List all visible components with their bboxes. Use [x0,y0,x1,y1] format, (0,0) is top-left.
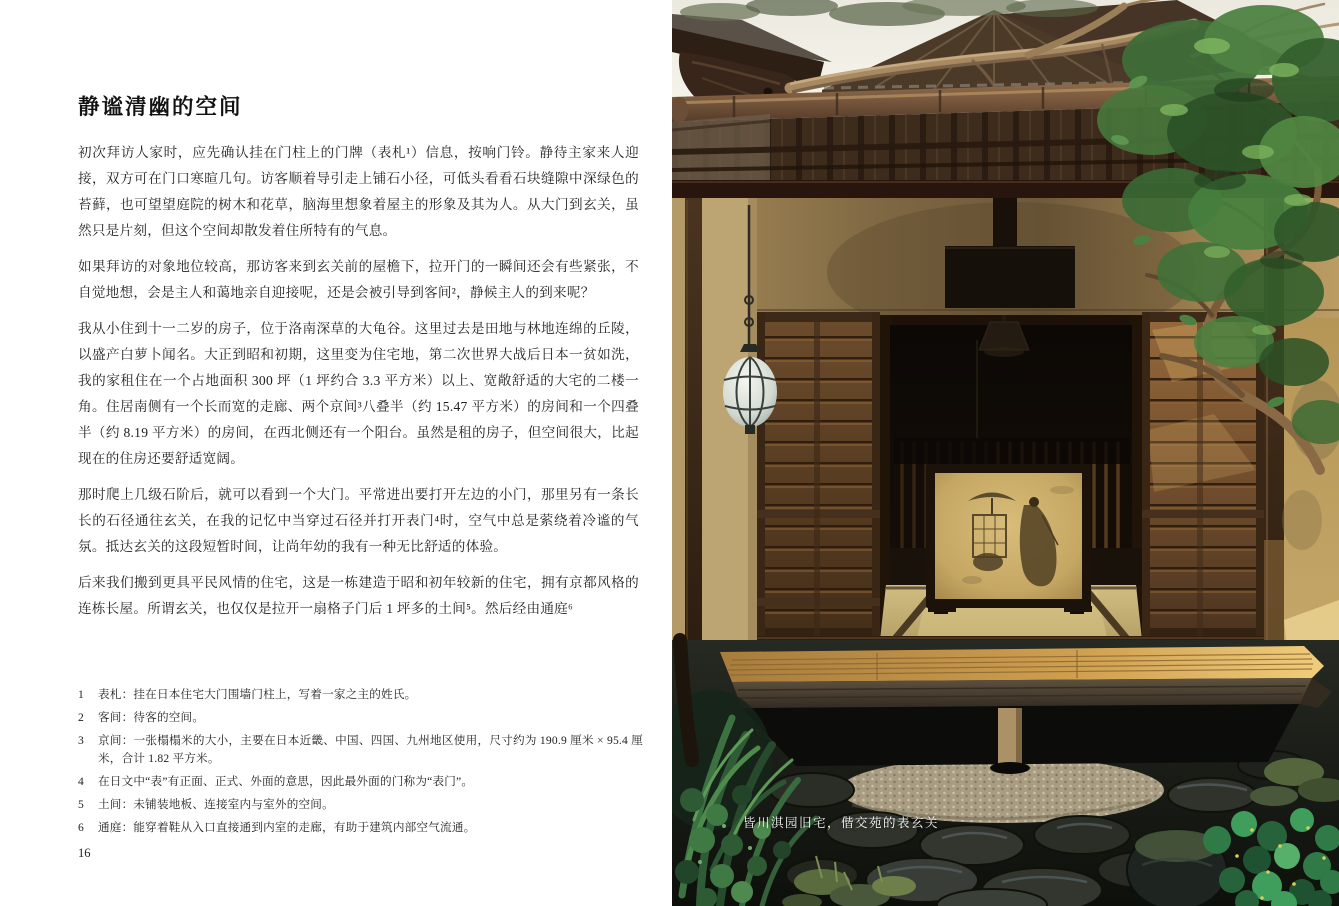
body-text [78,140,639,632]
footnote-number: 6 [78,821,84,834]
footnote-text: 表札：挂在日本住宅大门围墙门柱上，写着一家之主的姓氏。 [98,688,417,701]
left-shutter [757,312,880,640]
footnote [78,796,643,814]
photo-page [672,0,1339,906]
footnote [78,709,643,727]
footnote [78,819,643,837]
entrance-photo [672,0,1339,906]
footnote-text: 京间：一张榻榻米的大小，主要在日本近畿、中国、四国、九州地区使用，尺寸约为 190.9 厘米 × 95.4 厘米，合计 1.82 平方米。 [98,734,643,765]
footnote-number: 1 [78,688,84,701]
paragraph: 如果拜访的对象地位较高，那访客来到玄关前的屋檐下，拉开门的一瞬间还会有些紧张，不自觉地想，会是主人和蔼地亲自迎接呢，还是会被引导到客间²，静候主人的到来呢？ [78,259,639,300]
paragraph: 那时爬上几级石阶后，就可以看到一个大门。平常进出要打开左边的小门，那里另有一条长长的石径通往玄关，在我的记忆中当穿过石径并打开表门⁴时，空气中总是萦绕着冷谧的气氛。抵达玄关的这段短暂时间，让尚年幼的我有一种无比舒适的体验。 [78,487,639,554]
footnote-text: 在日文中“表”有正面、正式、外面的意思，因此最外面的门称为“表门”。 [98,775,474,788]
photo-caption: 皆川淇园旧宅，偕交苑的表玄关 [743,816,940,830]
footnote [78,686,643,704]
footnote [78,732,643,768]
paragraph: 初次拜访人家时，应先确认挂在门柱上的门牌（表札¹）信息，按响门铃。静待主家来人迎接，双方可在门口寒暄几句。访客顺着导引走上铺石小径，可低头看看石块缝隙中深绿色的苔藓，也可望望庭院的树木和花草，脑海里想象着屋主的形象及其为人。从大门到玄关，虽然只是片刻，但这个空间却散发着住所特有的气息。 [78,145,639,238]
footnote-text: 土间：未铺装地板、连接室内与室外的空间。 [98,798,334,811]
paragraph: 我从小住到十一二岁的房子，位于洛南深草的大龟谷。这里过去是田地与林地连绵的丘陵，以盛产白萝卜闻名。大正到昭和初期，这里变为住宅地，第二次世界大战后日本一贫如洗，我的家租住在一个占地面积 300 坪（1 坪约合 3.3 平方米）以上、宽敞舒适的大宅的二楼一角。住居南侧有一个长而宽的走廊、两个京间³八叠半（约 15.47 平方米）的房间和一个四叠半（约 8.19 平方米）的房间，在西北侧还有一个阳台。虽然是租的房子，但空间很大，比起现在的住房还要舒适宽阔。 [78,321,639,466]
veranda-bench [720,646,1332,774]
folding-screen [926,464,1092,614]
footnote-text: 客间：待客的空间。 [98,711,205,724]
paragraph: 后来我们搬到更具平民风情的住宅，这是一栋建造于昭和初年较新的住宅，拥有京都风格的连栋长屋。所谓玄关，也仅仅是拉开一扇格子门后 1 坪多的土间⁵。然后经由通庭⁶ [78,575,639,616]
footnote-number: 4 [78,775,84,788]
footnote-text: 通庭：能穿着鞋从入口直接通到内室的走廊，有助于建筑内部空气流通。 [98,821,476,834]
footnote [78,773,643,791]
footnote-number: 5 [78,798,84,811]
footnote-number: 3 [78,734,84,747]
footnote-number: 2 [78,711,84,724]
page-title: 静谧清幽的空间 [78,95,243,119]
page-number: 16 [78,846,91,860]
footnotes [78,686,643,842]
